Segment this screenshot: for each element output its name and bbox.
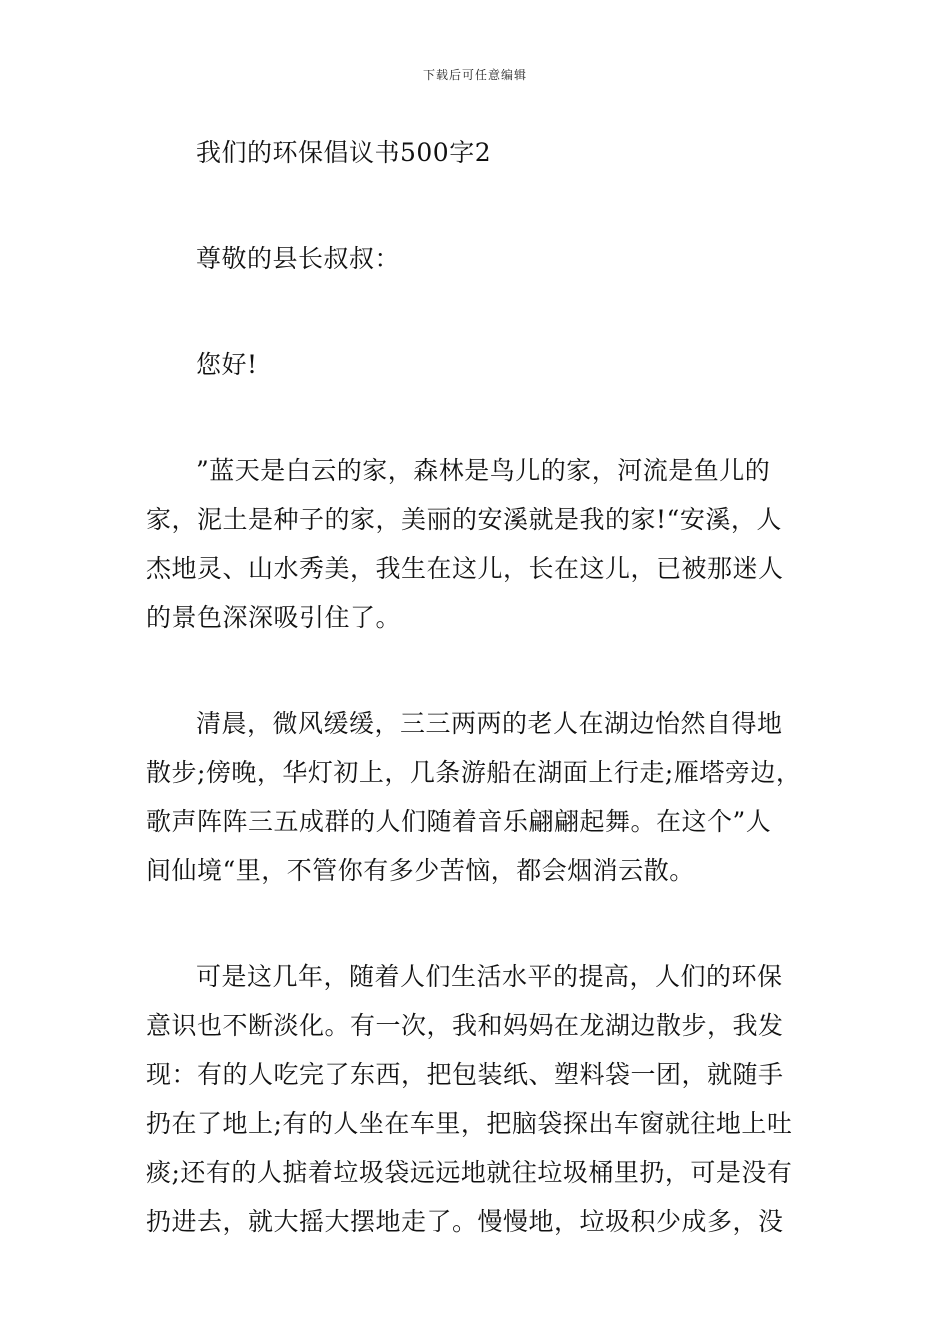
paragraph-line: 扔进去，就大摇大摆地走了。慢慢地，垃圾积少成多，没 — [146, 1207, 784, 1236]
paragraph-line: 散步;傍晚，华灯初上，几条游船在湖面上行走;雁塔旁边， — [146, 758, 802, 787]
paragraph-line: 的景色深深吸引住了。 — [146, 603, 402, 632]
paragraph-2 — [146, 699, 816, 895]
paragraph-1 — [146, 446, 816, 642]
document-title: 我们的环保倡议书500字2 — [196, 138, 492, 167]
paragraph-line: 间仙境“里，不管你有多少苦恼，都会烟消云散。 — [146, 856, 695, 885]
paragraph-line: 可是这几年，随着人们生活水平的提高，人们的环保 — [196, 962, 783, 991]
paragraph-line: 扔在了地上;有的人坐在车里，把脑袋探出车窗就往地上吐 — [146, 1109, 793, 1138]
salutation: 尊敬的县长叔叔： — [196, 244, 401, 273]
paragraph-3 — [146, 952, 816, 1246]
paragraph-line: 杰地灵、山水秀美，我生在这儿，长在这儿，已被那迷人 — [146, 554, 784, 583]
paragraph-line: 现：有的人吃完了东西，把包装纸、塑料袋一团，就随手 — [146, 1060, 784, 1089]
paragraph-line: 清晨，微风缓缓，三三两两的老人在湖边怡然自得地 — [196, 709, 783, 738]
paragraph-line: 家，泥土是种子的家，美丽的安溪就是我的家!“安溪，人 — [146, 505, 782, 534]
greeting: 您好! — [196, 350, 258, 379]
document-body — [146, 128, 816, 1303]
paragraph-line: 意识也不断淡化。有一次，我和妈妈在龙湖边散步，我发 — [146, 1011, 784, 1040]
paragraph-line: ”蓝天是白云的家，森林是鸟儿的家，河流是鱼儿的 — [196, 456, 771, 485]
paragraph-line: 歌声阵阵三五成群的人们随着音乐翩翩起舞。在这个”人 — [146, 807, 772, 836]
page-header-note: 下载后可任意编辑 — [422, 68, 527, 82]
paragraph-line: 痰;还有的人掂着垃圾袋远远地就往垃圾桶里扔，可是没有 — [146, 1158, 793, 1187]
